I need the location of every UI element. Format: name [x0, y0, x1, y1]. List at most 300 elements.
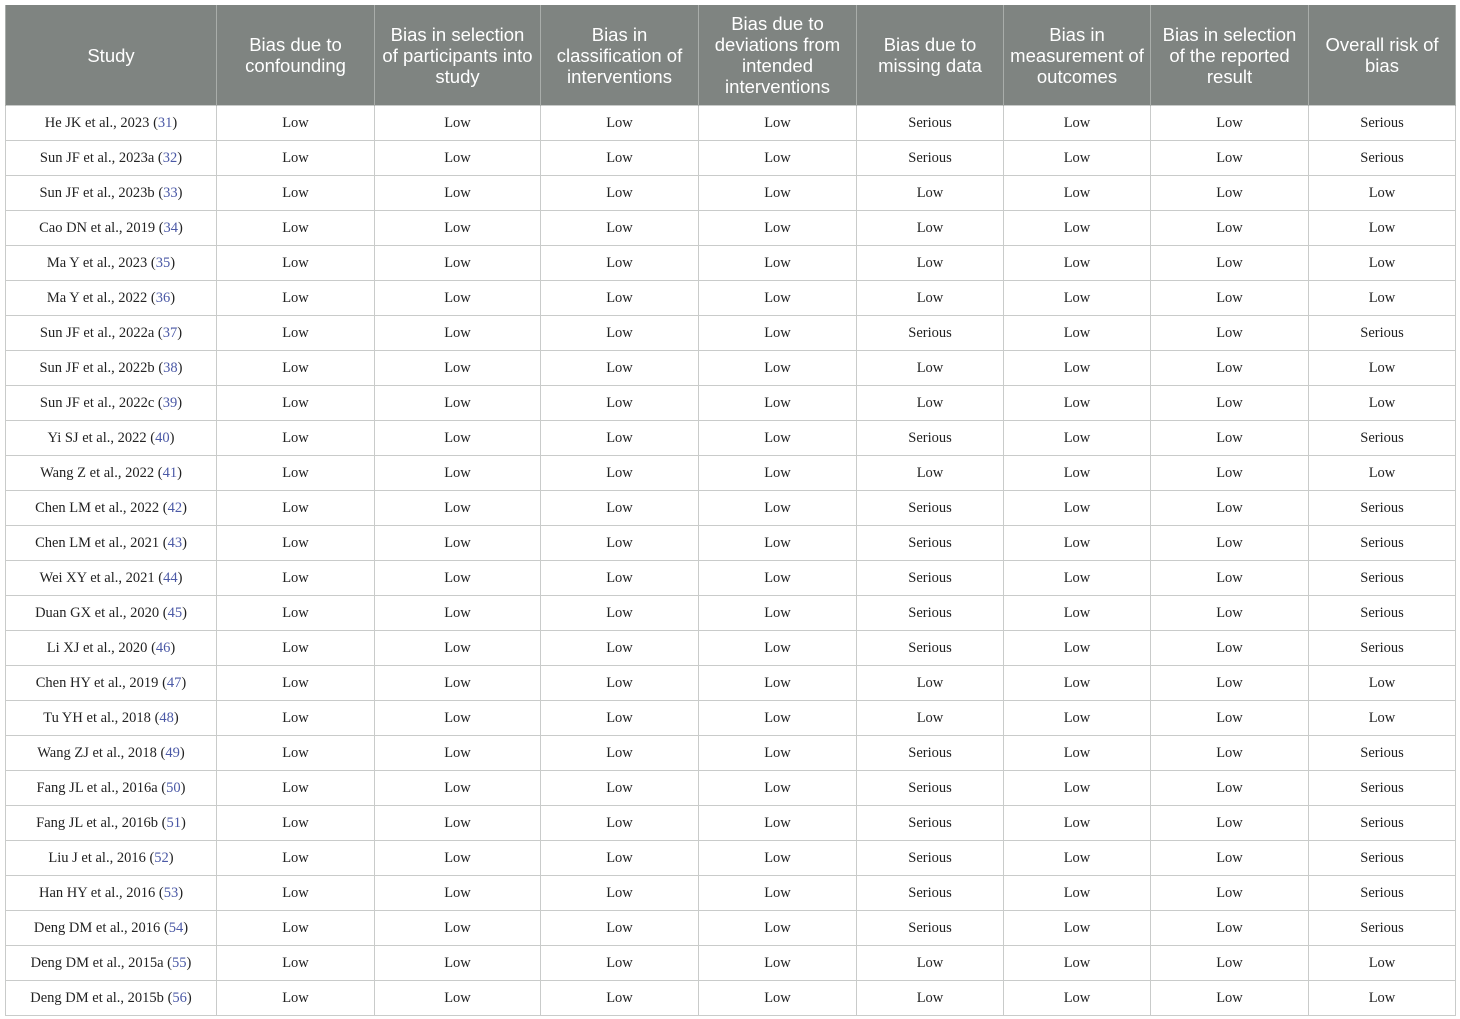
study-cell: Chen LM et al., 2021 (43)	[6, 526, 217, 561]
bias-rating-cell: Low	[541, 561, 699, 596]
bias-rating-cell: Low	[1151, 456, 1309, 491]
bias-rating-cell: Low	[1004, 351, 1151, 386]
bias-rating-cell: Low	[1004, 491, 1151, 526]
study-cell: Ma Y et al., 2023 (35)	[6, 246, 217, 281]
bias-rating-cell: Low	[375, 456, 541, 491]
bias-rating-cell: Low	[375, 631, 541, 666]
bias-rating-cell: Low	[375, 736, 541, 771]
bias-rating-cell: Low	[1151, 141, 1309, 176]
bias-rating-cell: Low	[1004, 666, 1151, 701]
bias-rating-cell: Serious	[1309, 316, 1456, 351]
bias-rating-cell: Serious	[857, 526, 1004, 561]
bias-rating-cell: Low	[1004, 701, 1151, 736]
study-cell: Duan GX et al., 2020 (45)	[6, 596, 217, 631]
bias-rating-cell: Low	[541, 106, 699, 141]
bias-rating-cell: Low	[541, 211, 699, 246]
bias-rating-cell: Low	[541, 176, 699, 211]
study-cell: Sun JF et al., 2022a (37)	[6, 316, 217, 351]
study-name: Yi SJ et al., 2022	[47, 429, 147, 446]
bias-rating-cell: Low	[1004, 946, 1151, 981]
table-row	[6, 876, 1456, 911]
bias-rating-cell: Low	[541, 771, 699, 806]
bias-rating-cell: Low	[541, 421, 699, 456]
study-cell: Yi SJ et al., 2022 (40)	[6, 421, 217, 456]
study-cell: Deng DM et al., 2015a (55)	[6, 946, 217, 981]
bias-rating-cell: Low	[541, 491, 699, 526]
study-name: Ma Y et al., 2023	[46, 254, 148, 271]
table-row	[6, 526, 1456, 561]
study-cell: Deng DM et al., 2015b (56)	[6, 981, 217, 1016]
study-cell: Sun JF et al., 2022b (38)	[6, 351, 217, 386]
study-cell: Sun JF et al., 2022c (39)	[6, 386, 217, 421]
bias-rating-cell: Low	[1309, 946, 1456, 981]
bias-rating-cell: Serious	[1309, 911, 1456, 946]
bias-rating-cell: Low	[699, 911, 857, 946]
bias-rating-cell: Low	[375, 561, 541, 596]
bias-rating-cell: Low	[217, 491, 375, 526]
reference-link[interactable]: 41	[162, 464, 178, 481]
bias-rating-cell: Serious	[857, 876, 1004, 911]
bias-rating-cell: Low	[1004, 106, 1151, 141]
bias-rating-cell: Low	[1309, 386, 1456, 421]
bias-rating-cell: Low	[375, 176, 541, 211]
bias-rating-cell: Serious	[857, 106, 1004, 141]
bias-rating-cell: Low	[217, 876, 375, 911]
bias-rating-cell: Low	[217, 561, 375, 596]
bias-rating-cell: Low	[699, 666, 857, 701]
study-name: Tu YH et al., 2018	[43, 709, 151, 726]
study-name: Sun JF et al., 2022a	[39, 324, 155, 341]
bias-rating-cell: Low	[699, 981, 857, 1016]
bias-rating-cell: Low	[375, 806, 541, 841]
bias-rating-cell: Low	[541, 666, 699, 701]
bias-rating-cell: Low	[541, 526, 699, 561]
column-header: Bias in selection of participants into study	[375, 5, 541, 106]
table-row	[6, 981, 1456, 1016]
bias-rating-cell: Low	[699, 316, 857, 351]
reference-link[interactable]: 31	[157, 114, 173, 131]
bias-rating-cell: Low	[1004, 631, 1151, 666]
bias-rating-cell: Low	[699, 701, 857, 736]
bias-rating-cell: Low	[1004, 561, 1151, 596]
bias-rating-cell: Low	[1309, 981, 1456, 1016]
bias-rating-cell: Serious	[857, 806, 1004, 841]
bias-rating-cell: Low	[1004, 596, 1151, 631]
bias-rating-cell: Low	[541, 456, 699, 491]
reference-link[interactable]: 47	[166, 674, 182, 691]
bias-rating-cell: Serious	[1309, 596, 1456, 631]
bias-rating-cell: Low	[541, 981, 699, 1016]
bias-rating-cell: Low	[857, 351, 1004, 386]
bias-rating-cell: Low	[375, 841, 541, 876]
bias-rating-cell: Low	[375, 246, 541, 281]
bias-rating-cell: Low	[217, 246, 375, 281]
bias-rating-cell: Low	[1151, 736, 1309, 771]
reference-link[interactable]: 48	[159, 709, 174, 726]
bias-rating-cell: Serious	[857, 316, 1004, 351]
study-cell: Deng DM et al., 2016 (54)	[6, 911, 217, 946]
table-row	[6, 841, 1456, 876]
reference-link[interactable]: 44	[163, 569, 178, 586]
bias-rating-cell: Low	[375, 106, 541, 141]
bias-rating-cell: Low	[217, 631, 375, 666]
table-row	[6, 281, 1456, 316]
bias-rating-cell: Low	[541, 841, 699, 876]
bias-rating-cell: Low	[375, 316, 541, 351]
bias-rating-cell: Low	[217, 771, 375, 806]
column-header: Overall risk of bias	[1309, 5, 1456, 106]
study-name: Deng DM et al., 2015a	[30, 954, 164, 971]
table-row	[6, 141, 1456, 176]
bias-rating-cell: Serious	[857, 771, 1004, 806]
reference-link[interactable]: 52	[154, 849, 169, 866]
bias-rating-cell: Low	[699, 386, 857, 421]
bias-rating-cell: Low	[1004, 421, 1151, 456]
reference-link[interactable]: 43	[167, 534, 183, 551]
study-name: Li XJ et al., 2020	[46, 639, 148, 656]
bias-rating-cell: Low	[1004, 526, 1151, 561]
study-cell: Tu YH et al., 2018 (48)	[6, 701, 217, 736]
study-cell: Cao DN et al., 2019 (34)	[6, 211, 217, 246]
bias-rating-cell: Low	[1004, 246, 1151, 281]
bias-rating-cell: Low	[375, 666, 541, 701]
bias-rating-cell: Low	[1151, 911, 1309, 946]
bias-rating-cell: Low	[1004, 806, 1151, 841]
bias-rating-cell: Low	[699, 876, 857, 911]
bias-rating-cell: Low	[1151, 876, 1309, 911]
reference-link[interactable]: 36	[155, 289, 171, 306]
study-cell: He JK et al., 2023 (31)	[6, 106, 217, 141]
study-name: Chen HY et al., 2019	[35, 674, 159, 691]
bias-rating-cell: Serious	[1309, 736, 1456, 771]
bias-rating-cell: Low	[1151, 106, 1309, 141]
bias-rating-cell: Low	[541, 316, 699, 351]
bias-rating-cell: Serious	[1309, 526, 1456, 561]
reference-link[interactable]: 45	[167, 604, 183, 621]
bias-rating-cell: Low	[541, 351, 699, 386]
bias-rating-cell: Low	[1004, 981, 1151, 1016]
study-cell: Wang Z et al., 2022 (41)	[6, 456, 217, 491]
bias-rating-cell: Low	[541, 806, 699, 841]
table-row	[6, 561, 1456, 596]
bias-rating-cell: Serious	[857, 596, 1004, 631]
bias-rating-cell: Low	[217, 946, 375, 981]
reference-link[interactable]: 34	[163, 219, 179, 236]
bias-rating-cell: Low	[1151, 841, 1309, 876]
bias-rating-cell: Low	[217, 981, 375, 1016]
bias-rating-cell: Low	[1151, 596, 1309, 631]
study-cell: Fang JL et al., 2016a (50)	[6, 771, 217, 806]
bias-rating-cell: Low	[857, 281, 1004, 316]
bias-rating-cell: Low	[375, 141, 541, 176]
bias-rating-cell: Low	[1151, 631, 1309, 666]
bias-rating-cell: Low	[541, 281, 699, 316]
study-name: Wang Z et al., 2022	[40, 464, 155, 481]
bias-rating-cell: Serious	[1309, 771, 1456, 806]
bias-rating-cell: Low	[857, 456, 1004, 491]
bias-rating-cell: Low	[1309, 701, 1456, 736]
reference-link[interactable]: 51	[166, 814, 181, 831]
study-cell: Wei XY et al., 2021 (44)	[6, 561, 217, 596]
bias-rating-cell: Low	[1151, 211, 1309, 246]
bias-rating-cell: Low	[699, 281, 857, 316]
bias-rating-cell: Low	[1004, 316, 1151, 351]
bias-rating-cell: Low	[375, 876, 541, 911]
bias-rating-cell: Low	[699, 946, 857, 981]
bias-rating-cell: Low	[375, 281, 541, 316]
bias-rating-cell: Low	[541, 246, 699, 281]
column-header: Bias due to deviations from intended interventions	[699, 5, 857, 106]
table-row	[6, 596, 1456, 631]
bias-rating-cell: Low	[699, 736, 857, 771]
bias-rating-cell: Low	[1151, 526, 1309, 561]
study-cell: Wang ZJ et al., 2018 (49)	[6, 736, 217, 771]
bias-rating-cell: Low	[1004, 876, 1151, 911]
table-row	[6, 176, 1456, 211]
study-cell: Han HY et al., 2016 (53)	[6, 876, 217, 911]
study-name: Fang JL et al., 2016a	[36, 779, 158, 796]
column-header: Bias in selection of the reported result	[1151, 5, 1309, 106]
bias-rating-cell: Serious	[1309, 421, 1456, 456]
study-name: Sun JF et al., 2023a	[39, 149, 155, 166]
table-row	[6, 456, 1456, 491]
reference-link[interactable]: 56	[172, 989, 187, 1006]
bias-rating-cell: Low	[699, 456, 857, 491]
bias-rating-cell: Low	[1151, 246, 1309, 281]
bias-rating-cell: Low	[699, 526, 857, 561]
bias-rating-cell: Low	[857, 981, 1004, 1016]
bias-rating-cell: Low	[1004, 456, 1151, 491]
table-row	[6, 736, 1456, 771]
bias-rating-cell: Serious	[857, 631, 1004, 666]
study-cell: Sun JF et al., 2023a (32)	[6, 141, 217, 176]
study-cell: Liu J et al., 2016 (52)	[6, 841, 217, 876]
bias-rating-cell: Low	[1151, 701, 1309, 736]
bias-rating-cell: Low	[375, 596, 541, 631]
study-name: Deng DM et al., 2016	[33, 919, 161, 936]
bias-rating-cell: Low	[857, 211, 1004, 246]
bias-rating-cell: Low	[375, 211, 541, 246]
reference-link[interactable]: 53	[163, 884, 179, 901]
bias-rating-cell: Serious	[857, 561, 1004, 596]
table-row	[6, 106, 1456, 141]
bias-rating-cell: Serious	[857, 141, 1004, 176]
table-row	[6, 911, 1456, 946]
reference-link[interactable]: 39	[162, 394, 178, 411]
reference-link[interactable]: 50	[166, 779, 181, 796]
bias-rating-cell: Low	[699, 421, 857, 456]
study-cell: Chen LM et al., 2022 (42)	[6, 491, 217, 526]
table-row	[6, 421, 1456, 456]
study-name: Liu J et al., 2016	[48, 849, 146, 866]
study-cell: Li XJ et al., 2020 (46)	[6, 631, 217, 666]
bias-rating-cell: Low	[375, 911, 541, 946]
reference-link[interactable]: 42	[167, 499, 183, 516]
bias-rating-cell: Low	[699, 596, 857, 631]
reference-link[interactable]: 35	[155, 254, 171, 271]
bias-rating-cell: Low	[1151, 281, 1309, 316]
bias-rating-cell: Low	[1309, 176, 1456, 211]
bias-rating-cell: Low	[541, 876, 699, 911]
bias-rating-cell: Low	[699, 561, 857, 596]
reference-link[interactable]: 33	[163, 184, 178, 201]
bias-rating-cell: Serious	[1309, 876, 1456, 911]
bias-rating-cell: Low	[699, 106, 857, 141]
bias-rating-cell: Low	[1004, 771, 1151, 806]
bias-rating-cell: Low	[1151, 316, 1309, 351]
reference-link[interactable]: 55	[172, 954, 187, 971]
bias-rating-cell: Low	[1151, 771, 1309, 806]
bias-rating-cell: Low	[857, 666, 1004, 701]
bias-rating-cell: Low	[375, 981, 541, 1016]
bias-rating-cell: Low	[1004, 736, 1151, 771]
bias-rating-cell: Low	[1151, 561, 1309, 596]
table-row	[6, 491, 1456, 526]
study-name: Chen LM et al., 2022	[35, 499, 160, 516]
bias-rating-cell: Serious	[857, 491, 1004, 526]
study-name: Deng DM et al., 2015b	[30, 989, 164, 1006]
bias-rating-cell: Low	[217, 141, 375, 176]
bias-rating-cell: Low	[1309, 281, 1456, 316]
bias-rating-cell: Low	[699, 631, 857, 666]
bias-rating-cell: Low	[375, 771, 541, 806]
bias-rating-cell: Serious	[1309, 141, 1456, 176]
bias-rating-cell: Low	[217, 911, 375, 946]
column-header: Bias in measurement of outcomes	[1004, 5, 1151, 106]
bias-rating-cell: Low	[1151, 351, 1309, 386]
bias-rating-cell: Low	[1151, 421, 1309, 456]
study-cell: Sun JF et al., 2023b (33)	[6, 176, 217, 211]
bias-rating-cell: Low	[217, 386, 375, 421]
table-row	[6, 806, 1456, 841]
bias-rating-cell: Low	[1151, 666, 1309, 701]
bias-rating-cell: Low	[857, 386, 1004, 421]
bias-rating-cell: Low	[375, 491, 541, 526]
study-cell: Fang JL et al., 2016b (51)	[6, 806, 217, 841]
reference-link[interactable]: 38	[163, 359, 178, 376]
bias-rating-cell: Serious	[1309, 806, 1456, 841]
column-header: Bias due to missing data	[857, 5, 1004, 106]
bias-rating-cell: Low	[217, 351, 375, 386]
bias-rating-cell: Serious	[857, 911, 1004, 946]
study-name: Duan GX et al., 2020	[35, 604, 160, 621]
bias-rating-cell: Low	[541, 946, 699, 981]
bias-rating-cell: Low	[699, 176, 857, 211]
bias-rating-cell: Low	[1151, 946, 1309, 981]
bias-rating-cell: Low	[1151, 491, 1309, 526]
bias-rating-cell: Low	[541, 141, 699, 176]
bias-rating-cell: Low	[217, 456, 375, 491]
bias-rating-cell: Low	[375, 701, 541, 736]
bias-rating-cell: Low	[1151, 386, 1309, 421]
bias-rating-cell: Low	[1309, 211, 1456, 246]
reference-link[interactable]: 46	[155, 639, 171, 656]
bias-rating-cell: Low	[217, 596, 375, 631]
bias-rating-cell: Low	[1309, 666, 1456, 701]
bias-rating-cell: Low	[1004, 141, 1151, 176]
study-name: Chen LM et al., 2021	[35, 534, 160, 551]
bias-rating-cell: Serious	[1309, 561, 1456, 596]
bias-rating-cell: Low	[541, 596, 699, 631]
table-row	[6, 316, 1456, 351]
bias-rating-cell: Low	[1309, 351, 1456, 386]
bias-rating-cell: Serious	[857, 421, 1004, 456]
bias-rating-cell: Low	[1151, 176, 1309, 211]
bias-rating-cell: Low	[699, 771, 857, 806]
bias-rating-cell: Low	[541, 736, 699, 771]
table-row	[6, 946, 1456, 981]
bias-rating-cell: Low	[375, 421, 541, 456]
bias-rating-cell: Low	[699, 841, 857, 876]
header-row	[6, 5, 1456, 106]
study-name: Wei XY et al., 2021	[39, 569, 155, 586]
study-name: Fang JL et al., 2016b	[36, 814, 159, 831]
table-row	[6, 246, 1456, 281]
risk-of-bias-table	[5, 5, 1456, 1016]
bias-rating-cell: Low	[1151, 981, 1309, 1016]
bias-rating-cell: Serious	[1309, 106, 1456, 141]
study-cell: Chen HY et al., 2019 (47)	[6, 666, 217, 701]
bias-rating-cell: Low	[1004, 176, 1151, 211]
bias-rating-cell: Low	[1309, 246, 1456, 281]
table-row	[6, 701, 1456, 736]
table-body	[6, 106, 1456, 1016]
bias-rating-cell: Low	[699, 806, 857, 841]
bias-rating-cell: Low	[217, 421, 375, 456]
bias-rating-cell: Low	[1151, 806, 1309, 841]
bias-rating-cell: Serious	[1309, 841, 1456, 876]
bias-rating-cell: Low	[217, 666, 375, 701]
bias-rating-cell: Serious	[1309, 631, 1456, 666]
table-row	[6, 771, 1456, 806]
reference-link[interactable]: 40	[155, 429, 170, 446]
study-cell: Ma Y et al., 2022 (36)	[6, 281, 217, 316]
bias-rating-cell: Serious	[857, 841, 1004, 876]
bias-rating-cell: Low	[541, 701, 699, 736]
study-name: Wang ZJ et al., 2018	[37, 744, 157, 761]
bias-rating-cell: Low	[375, 946, 541, 981]
bias-rating-cell: Low	[1309, 456, 1456, 491]
bias-rating-cell: Serious	[857, 736, 1004, 771]
reference-link[interactable]: 37	[162, 324, 178, 341]
study-name: Han HY et al., 2016	[38, 884, 156, 901]
bias-rating-cell: Low	[375, 526, 541, 561]
bias-rating-cell: Low	[857, 246, 1004, 281]
bias-rating-cell: Low	[699, 141, 857, 176]
bias-rating-cell: Low	[1004, 386, 1151, 421]
bias-rating-cell: Low	[375, 351, 541, 386]
reference-link[interactable]: 49	[165, 744, 180, 761]
table-row	[6, 386, 1456, 421]
bias-rating-cell: Low	[217, 736, 375, 771]
bias-rating-cell: Low	[217, 316, 375, 351]
study-name: Sun JF et al., 2022b	[39, 359, 155, 376]
bias-rating-cell: Low	[857, 946, 1004, 981]
bias-rating-cell: Low	[1004, 841, 1151, 876]
reference-link[interactable]: 32	[162, 149, 178, 166]
bias-rating-cell: Low	[217, 281, 375, 316]
bias-rating-cell: Low	[541, 631, 699, 666]
bias-rating-cell: Low	[217, 526, 375, 561]
bias-rating-cell: Low	[699, 211, 857, 246]
table-row	[6, 351, 1456, 386]
bias-rating-cell: Low	[1004, 281, 1151, 316]
study-name: He JK et al., 2023	[44, 114, 150, 131]
study-name: Ma Y et al., 2022	[46, 289, 148, 306]
reference-link[interactable]: 54	[168, 919, 184, 936]
bias-rating-cell: Low	[217, 701, 375, 736]
bias-rating-cell: Low	[857, 701, 1004, 736]
